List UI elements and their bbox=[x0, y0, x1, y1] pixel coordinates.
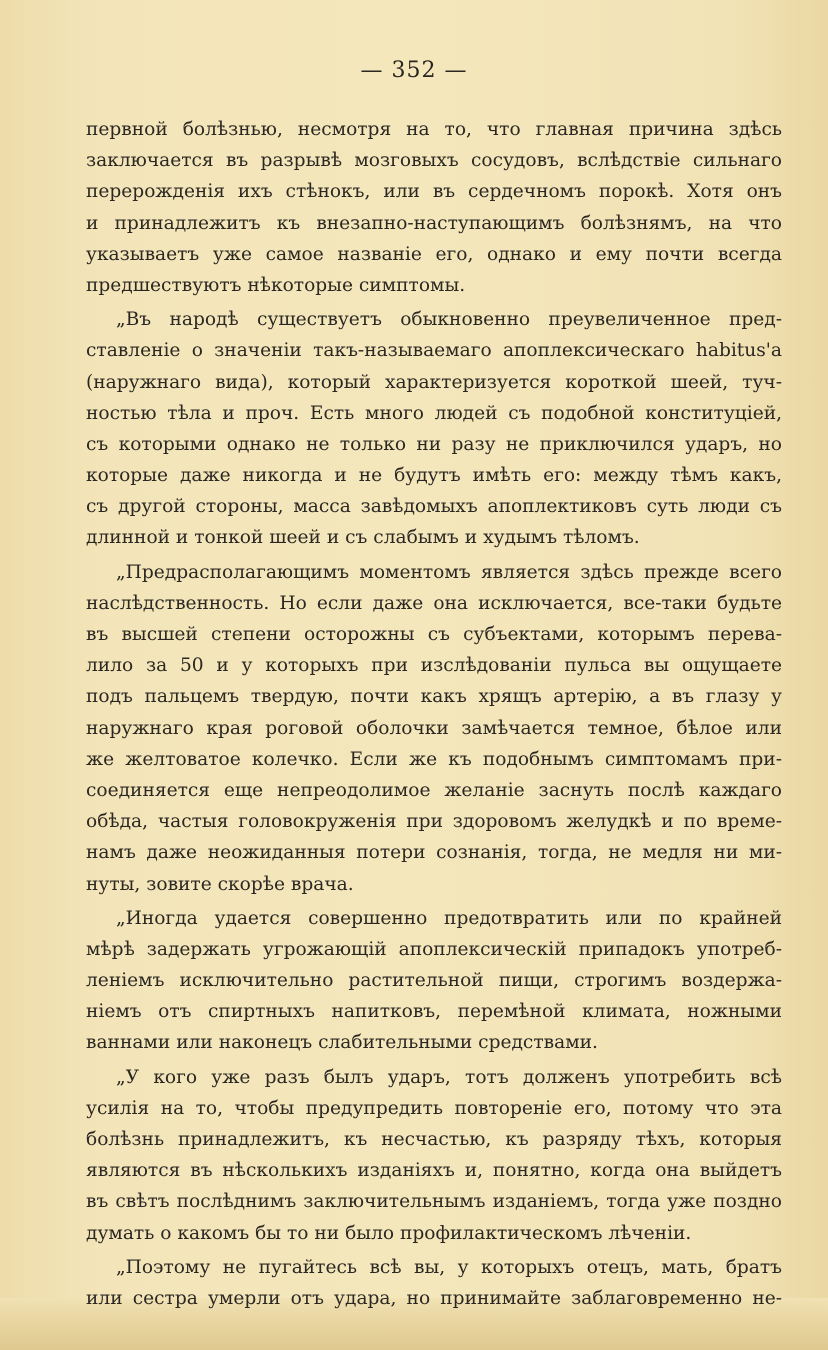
text-line: болѣзнь принадлежитъ, къ несчастью, къ разряду тѣхъ, которыя bbox=[86, 1129, 782, 1150]
text-line: ніемъ отъ спиртныхъ напитковъ, перемѣной климата, ножными bbox=[86, 1001, 782, 1023]
paragraph bbox=[86, 1062, 782, 1249]
text-line: подъ пальцемъ твердую, почти какъ хрящъ артерію, а въ глазу у bbox=[86, 686, 782, 708]
text-line: (наружнаго вида), который характеризуется короткой шеей, туч- bbox=[86, 371, 782, 393]
text-line: ставленіе о значеніи такъ-называемаго апоплексическаго habitus'a bbox=[86, 340, 782, 362]
paragraph bbox=[86, 903, 782, 1059]
body-text bbox=[86, 114, 782, 1314]
text-line: „Предрасполагающимъ моментомъ является здѣсь прежде всего bbox=[116, 561, 782, 583]
text-line: съ которыми однако не только ни разу не приключился ударъ, но bbox=[86, 433, 782, 455]
text-line: же желтоватое колечко. Если же къ подобнымъ симптомамъ при- bbox=[86, 748, 782, 770]
text-line: „Иногда удается совершенно предотвратить или по крайней bbox=[116, 907, 782, 929]
text-line: „Поэтому не пугайтесь всѣ вы, у которыхъ отецъ, мать, братъ bbox=[116, 1256, 782, 1278]
text-line: перерожденія ихъ стѣнокъ, или въ сердечномъ порокѣ. Хотя онъ bbox=[86, 181, 782, 203]
text-line: „Въ народѣ существуетъ обыкновенно преувеличенное пред- bbox=[116, 309, 782, 331]
paragraph bbox=[86, 1252, 782, 1314]
text-line: являются въ нѣсколькихъ изданіяхъ и, понятно, когда она выйдетъ bbox=[86, 1160, 782, 1182]
paragraph bbox=[86, 114, 782, 301]
text-line: думать о какомъ бы то ни было профилактическомъ лѣченіи. bbox=[86, 1222, 692, 1244]
text-line: ваннами или наконецъ слабительными средствами. bbox=[86, 1032, 598, 1054]
text-line: наружнаго края роговой оболочки замѣчается темное, бѣлое или bbox=[86, 717, 782, 739]
text-line: въ свѣтъ послѣднимъ заключительнымъ изданіемъ, тогда уже поздно bbox=[86, 1191, 782, 1213]
text-line: леніемъ исключительно растительной пищи, строгимъ воздержа- bbox=[86, 970, 782, 992]
text-line: съ другой стороны, масса завѣдомыхъ апоплектиковъ суть люди съ bbox=[86, 496, 782, 518]
text-line: соединяется еще непреодолимое желаніе заснуть послѣ каждаго bbox=[86, 779, 782, 801]
text-line: и принадлежитъ къ внезапно-наступающимъ болѣзнямъ, на что bbox=[86, 212, 782, 234]
text-line: „У кого уже разъ былъ ударъ, тотъ долженъ употребить всѣ bbox=[116, 1066, 782, 1088]
text-line: въ высшей степени осторожны съ субъектами, которымъ перева- bbox=[86, 624, 782, 645]
text-line: первной болѣзнью, несмотря на то, что главная причина здѣсь bbox=[86, 119, 782, 140]
text-line: наслѣдственность. Но если даже она исключается, все-таки будьте bbox=[86, 592, 782, 614]
text-line: ностью тѣла и проч. Есть много людей съ подобной конституціей, bbox=[86, 402, 782, 424]
text-line: нуты, зовите скорѣе врача. bbox=[86, 873, 354, 895]
text-line: которые даже никогда и не будутъ имѣть его: между тѣмъ какъ, bbox=[86, 465, 782, 487]
text-line: предшествуютъ нѣкоторые симптомы. bbox=[86, 274, 466, 296]
text-line: мѣрѣ задержать угрожающій апоплексическій припадокъ употреб- bbox=[86, 938, 782, 960]
text-line: длинной и тонкой шеей и съ слабымъ и худымъ тѣломъ. bbox=[86, 527, 640, 549]
text-line: или сестра умерли отъ удара, но принимайте заблаговременно не- bbox=[86, 1287, 782, 1309]
page-number: — 352 — bbox=[360, 58, 468, 83]
text-line: указываетъ уже самое названіе его, однако и ему почти всегда bbox=[86, 243, 782, 265]
text-line: намъ даже неожиданныя потери сознанія, тогда, не медля ни ми- bbox=[86, 842, 782, 864]
paragraph bbox=[86, 557, 782, 900]
text-line: усилія на то, чтобы предупредить повтореніе его, потому что эта bbox=[86, 1097, 782, 1119]
text-line: обѣда, частыя головокруженія при здоровомъ желудкѣ и по време- bbox=[86, 811, 782, 833]
text-line: лило за 50 и у которыхъ при изслѣдованіи пульса вы ощущаете bbox=[86, 655, 782, 677]
text-line: заключается въ разрывѣ мозговыхъ сосудовъ, вслѣдствіе сильнаго bbox=[86, 150, 782, 172]
paragraph bbox=[86, 304, 782, 554]
